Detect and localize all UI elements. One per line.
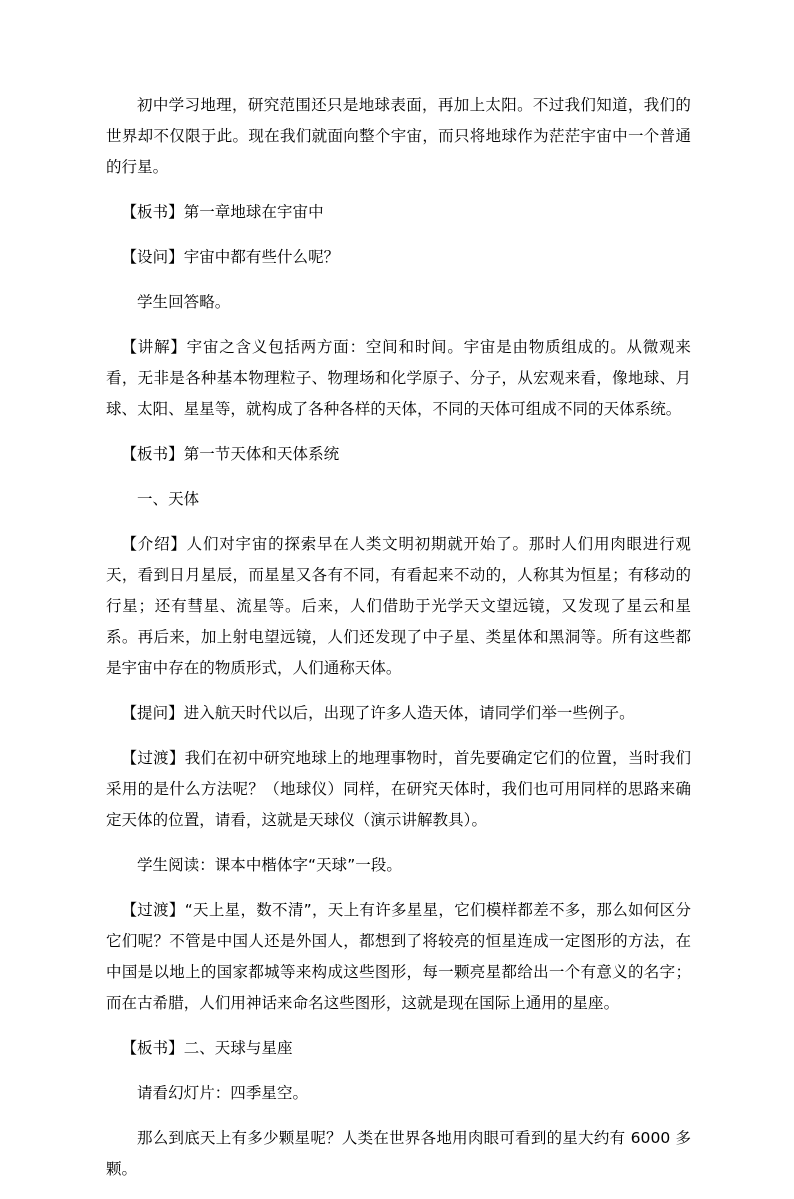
paragraph-transition-2: 【过渡】“天上星，数不清”，天上有许多星星，它们模样都差不多，那么如何区分它们呢？不管是中国人还是外国人，都想到了将较亮的恒星连成一定图形的方法，在中国是以地上的国家都城等来构成这些图形，每一颗亮星都给出一个有意义的名字；而在古希腊，人们用神话来命名这些图形，这就是现在国际上通用的星座。 <box>106 901 691 1012</box>
paragraph-transition-1: 【过渡】我们在初中研究地球上的地理事物时，首先要确定它们的位置，当时我们采用的是什么方法呢？（地球仪）同样，在研究天体时，我们也可用同样的思路来确定天体的位置，请看，这就是天球仪（演示讲解教具）。 <box>106 749 691 829</box>
paragraph-question: 【设问】宇宙中都有些什么呢？ <box>121 248 340 266</box>
paragraph-slides: 请看幻灯片：四季星空。 <box>137 1084 309 1102</box>
paragraph-board-celestial-sphere: 【板书】二、天球与星座 <box>121 1039 293 1057</box>
paragraph-intro: 初中学习地理，研究范围还只是地球表面，再加上太阳。不过我们知道，我们的世界却不仅限于此。现在我们就面向整个宇宙，而只将地球作为茫茫宇宙中一个普通的行星。 <box>106 96 691 176</box>
paragraph-heading-celestial-bodies: 一、天体 <box>137 490 200 508</box>
paragraph-introduction: 【介绍】人们对宇宙的探索早在人类文明初期就开始了。那时人们用肉眼进行观天，看到日月星辰，而星星又各有不同，有看起来不动的，人称其为恒星；有移动的行星；还有彗星、流星等。后来，人们借助于光学天文望远镜，又发现了星云和星系。再后来，加上射电望远镜，人们还发现了中子星、类星体和黑洞等。所有这些都是宇宙中存在的物质形式，人们通称天体。 <box>106 535 691 677</box>
paragraph-board-section: 【板书】第一节天体和天体系统 <box>121 445 340 463</box>
document-body <box>106 90 691 1199</box>
paragraph-lecture: 【讲解】宇宙之含义包括两方面：空间和时间。宇宙是由物质组成的。从微观来看，无非是各种基本物理粒子、物理场和化学原子、分子，从宏观来看，像地球、月球、太阳、星星等，就构成了各种各样的天体，不同的天体可组成不同的天体系统。 <box>106 338 691 418</box>
paragraph-star-count: 那么到底天上有多少颗星呢？人类在世界各地用肉眼可看到的星大约有 6000 多颗。 <box>106 1129 691 1178</box>
paragraph-student-answer: 学生回答略。 <box>137 293 231 311</box>
paragraph-student-reading: 学生阅读：课本中楷体字“天球”一段。 <box>137 856 402 874</box>
paragraph-ask: 【提问】进入航天时代以后，出现了许多人造天体，请同学们举一些例子。 <box>121 704 635 722</box>
paragraph-board-chapter: 【板书】第一章地球在宇宙中 <box>121 203 324 221</box>
